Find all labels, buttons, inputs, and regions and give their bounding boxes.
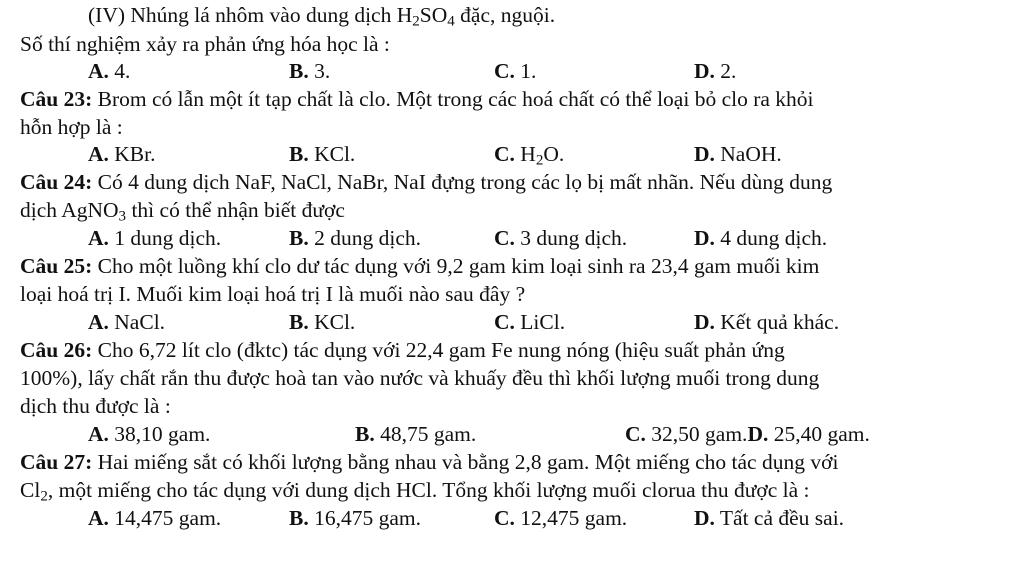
q25-option-d: D. Kết quả khác.: [694, 310, 840, 334]
q26-line-3: dịch thu được là :: [20, 394, 171, 418]
q25-label: Câu 25:: [20, 254, 93, 278]
q23-option-d: D. NaOH.: [694, 142, 782, 166]
q26-option-c: C. 32,50 gam.D. 25,40 gam.: [625, 422, 870, 446]
q26-line-1: Câu 26: Cho 6,72 lít clo (đktc) tác dụng với 22,4 gam Fe nung nóng (hiệu suất phản ứng: [20, 338, 785, 362]
q24-label: Câu 24:: [20, 170, 93, 194]
q25-line-1: Câu 25: Cho một luồng khí clo dư tác dụng với 9,2 gam kim loại sinh ra 23,4 gam muối kim: [20, 254, 820, 278]
q27-option-c: C. 12,475 gam.: [494, 506, 628, 530]
q27-line-2: $Cl_2$, một miếng cho tác dụng với dung dịch HCl. Tổng khối lượng muối clorua thu được là :: [20, 478, 810, 505]
q23-line-2: hỗn hợp là :: [20, 115, 123, 139]
q24-option-a: A. 1 dung dịch.: [88, 226, 222, 250]
q22-statement-iv: (IV) Nhúng lá nhôm vào dung dịch $H_2SO_4$ đặc, nguội.: [88, 3, 556, 30]
q25-option-c: C. LiCl.: [494, 310, 566, 334]
q22-option-c: C. 1.: [494, 59, 537, 83]
q25-line-2: loại hoá trị I. Muối kim loại hoá trị I là muối nào sau đây ?: [20, 282, 526, 306]
q26-option-d: 25,40 gam.: [768, 422, 870, 446]
q26-option-a: A. 38,10 gam.: [88, 422, 211, 446]
q26-line-2: 100%), lấy chất rắn thu được hoà tan vào nước và khuấy đều thì khối lượng muối trong dung: [20, 366, 820, 390]
q27-option-a: A. 14,475 gam.: [88, 506, 222, 530]
q24-option-d: D. 4 dung dịch.: [694, 226, 828, 250]
q27-line-1: Câu 27: Hai miếng sắt có khối lượng bằng nhau và bằng 2,8 gam. Một miếng cho tác dụng với: [20, 450, 839, 474]
q23-label: Câu 23:: [20, 87, 93, 111]
q24-option-b: B. 2 dung dịch.: [289, 226, 421, 250]
q24-option-c: C. 3 dung dịch.: [494, 226, 628, 250]
q26-option-b: B. 48,75 gam.: [355, 422, 477, 446]
q23-option-a: A. KBr.: [88, 142, 156, 166]
q27-option-d: D. Tất cả đều sai.: [694, 506, 845, 530]
q22-option-b: B. 3.: [289, 59, 331, 83]
q27-option-b: B. 16,475 gam.: [289, 506, 421, 530]
q27-label: Câu 27:: [20, 450, 93, 474]
q24-line-2: dịch AgNO$_3$ thì có thể nhận biết được: [20, 198, 345, 225]
q22-option-a: A. 4.: [88, 59, 131, 83]
q23-option-c: C. $H_2O$.: [494, 142, 565, 169]
q25-option-a: A. NaCl.: [88, 310, 166, 334]
q25-option-b: B. KCl.: [289, 310, 356, 334]
q24-line-1: Câu 24: Có 4 dung dịch NaF, NaCl, NaBr, NaI đựng trong các lọ bị mất nhãn. Nếu dùng dung: [20, 170, 833, 194]
q22-prompt: Số thí nghiệm xảy ra phản ứng hóa học là :: [20, 32, 390, 56]
q26-label: Câu 26:: [20, 338, 93, 362]
q23-line-1: Câu 23: Brom có lẫn một ít tạp chất là clo. Một trong các hoá chất có thể loại bỏ clo ra khỏi: [20, 87, 814, 111]
q23-option-b: B. KCl.: [289, 142, 356, 166]
q22-option-d: D. 2.: [694, 59, 737, 83]
